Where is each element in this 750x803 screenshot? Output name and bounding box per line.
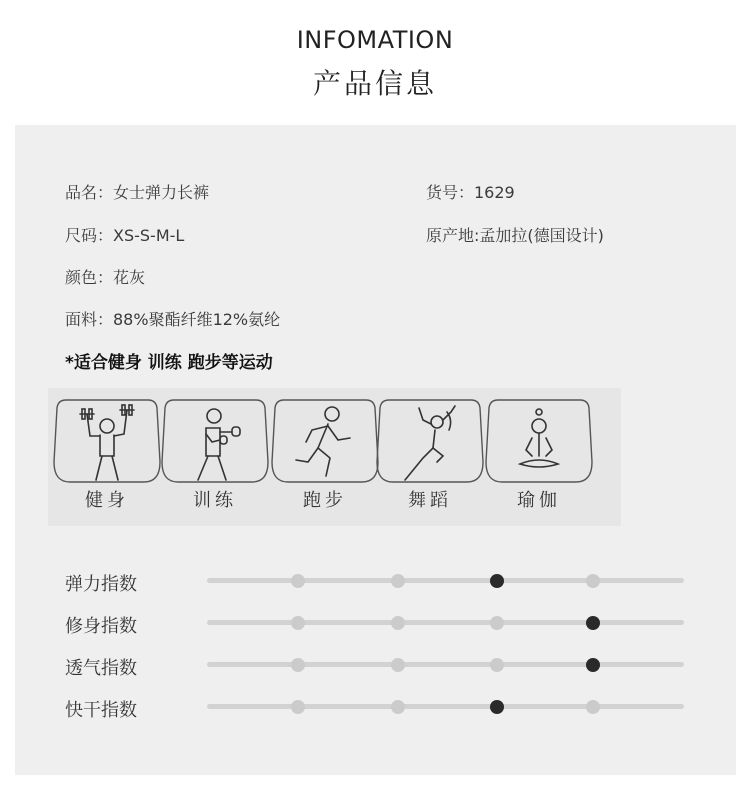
sport-label: 舞蹈 xyxy=(408,490,452,511)
sport-item-dance xyxy=(375,396,485,520)
rating-dot-active xyxy=(586,616,600,630)
product-origin: 原产地:孟加拉(德国设计) xyxy=(426,226,604,245)
page-title: 产品信息 xyxy=(312,67,437,100)
rating-track xyxy=(207,578,684,583)
dance-icon xyxy=(397,400,463,484)
sport-label: 跑步 xyxy=(303,490,347,511)
sport-item-training xyxy=(160,396,270,520)
sport-label: 健身 xyxy=(85,490,129,511)
sport-label: 瑜伽 xyxy=(517,490,561,511)
sport-item-yoga xyxy=(484,396,594,520)
rating-label: 修身指数 xyxy=(65,616,137,637)
rating-track xyxy=(207,704,684,709)
rating-dot xyxy=(586,574,600,588)
rating-dot xyxy=(391,700,405,714)
product-sku: 货号：1629 xyxy=(426,183,515,202)
rating-label: 透气指数 xyxy=(65,658,137,679)
rating-track xyxy=(207,662,684,667)
rating-dot xyxy=(291,658,305,672)
product-color: 颜色：花灰 xyxy=(65,268,146,287)
rating-dot xyxy=(391,574,405,588)
rating-dot-active xyxy=(490,700,504,714)
rating-dot xyxy=(291,616,305,630)
rating-dot-active xyxy=(586,658,600,672)
rating-dot xyxy=(490,658,504,672)
title-en: INFOMATION xyxy=(296,26,454,54)
product-size: 尺码：XS-S-M-L xyxy=(65,226,185,245)
rating-dot xyxy=(291,574,305,588)
rating-dot xyxy=(490,616,504,630)
sports-title: *适合健身 训练 跑步等运动 xyxy=(65,353,273,373)
rating-dot-active xyxy=(490,574,504,588)
product-name: 品名：女士弹力长裤 xyxy=(65,183,210,202)
rating-dot xyxy=(391,616,405,630)
yoga-icon xyxy=(506,400,572,484)
rating-label: 弹力指数 xyxy=(65,574,137,595)
rating-dot xyxy=(391,658,405,672)
rating-track xyxy=(207,620,684,625)
rating-label: 快干指数 xyxy=(65,700,137,721)
sport-item-running xyxy=(270,396,380,520)
product-fabric: 面料：88%聚酯纤维12%氨纶 xyxy=(65,310,281,329)
fitness-icon xyxy=(74,400,140,484)
rating-dot xyxy=(291,700,305,714)
running-icon xyxy=(292,400,358,484)
sport-item-fitness xyxy=(52,396,162,520)
rating-dot xyxy=(586,700,600,714)
sport-label: 训练 xyxy=(193,490,237,511)
boxing-icon xyxy=(182,400,248,484)
